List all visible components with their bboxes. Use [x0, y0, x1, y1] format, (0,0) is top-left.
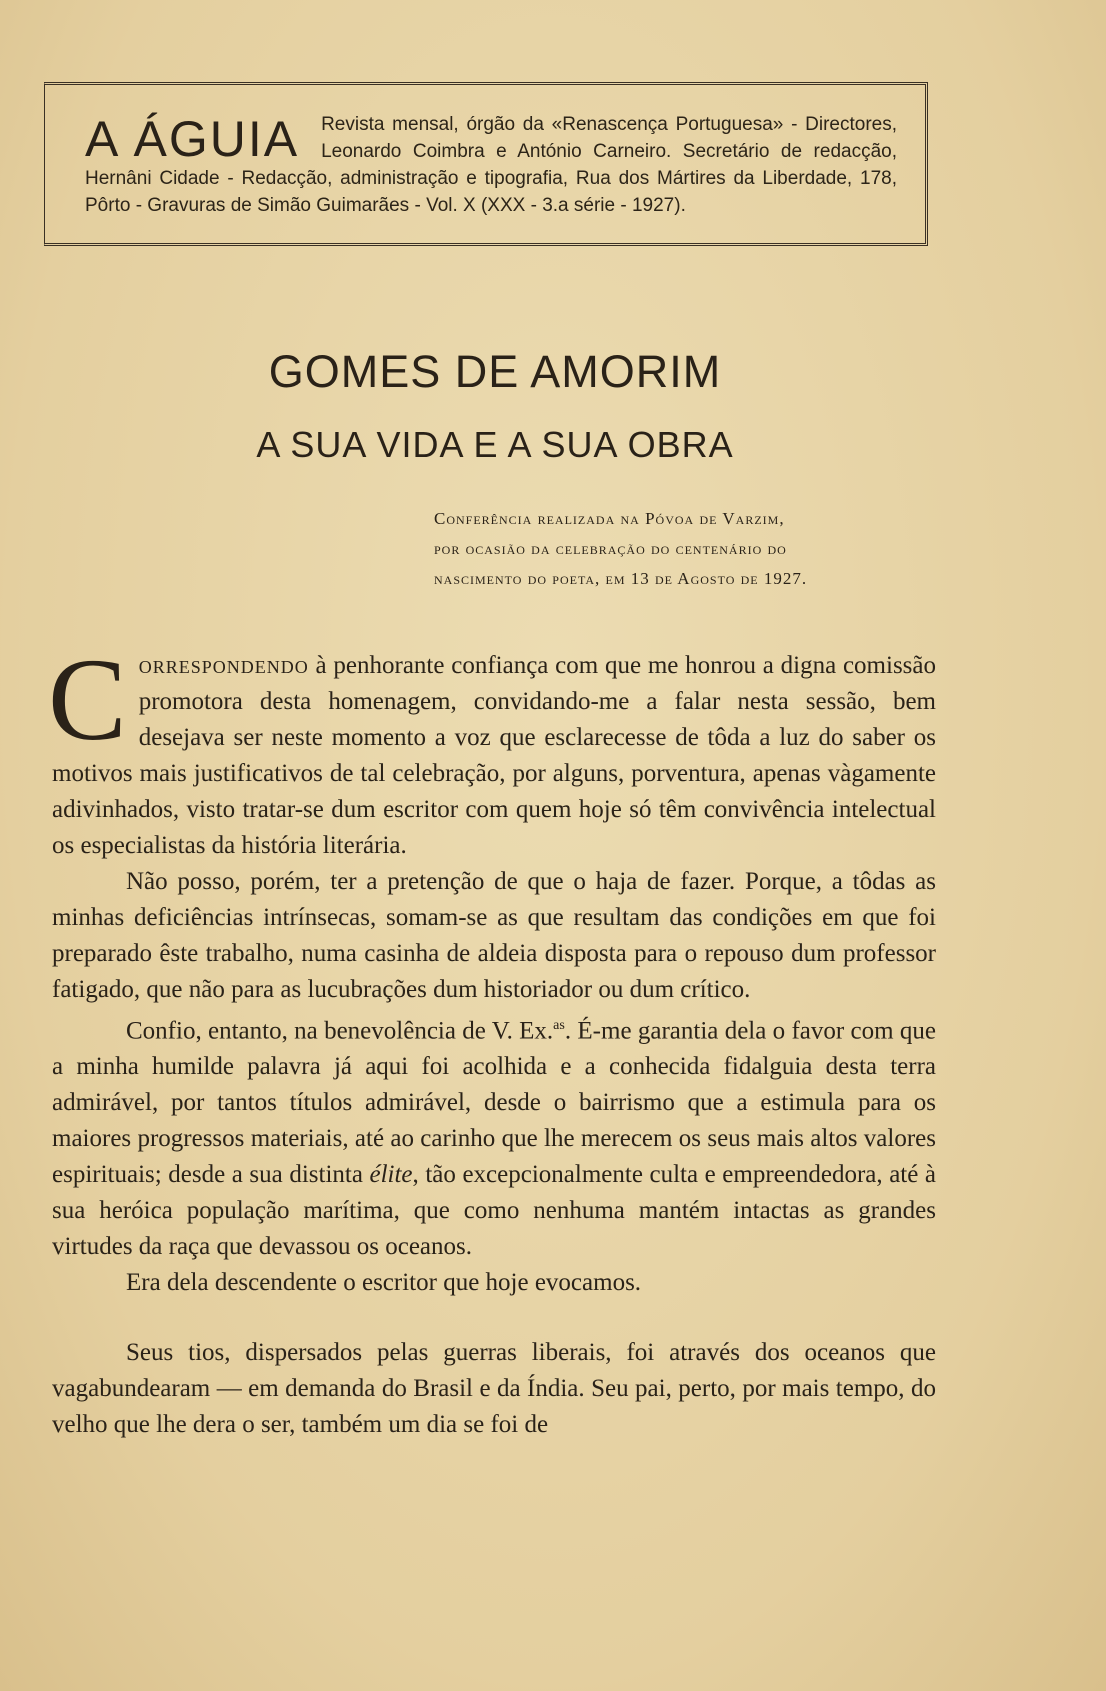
superscript: as — [553, 1018, 565, 1033]
conference-note — [434, 504, 934, 594]
masthead-description: Revista mensal, órgão da «Renascença Portuguesa» - Directores, Leonardo Coimbra e António Carneiro. Secretário de redacção, Hernâni Cidade - Redacção, administração e tipografia, Rua dos Mártires da Liberdade, 178, Pôrto - Gravuras de Simão Guimarães - Vol. X (XXX - 3.a série - 1927). — [85, 114, 897, 216]
article-body — [48, 634, 936, 1443]
paragraph-1 — [48, 634, 936, 864]
paragraph-3-part: , tão excepcionalmente culta e empreendedora, até à sua heróica população marítima, que como nenhuma mantém intactas as grandes virtudes da raça que devassou os oceanos. — [52, 1161, 936, 1261]
paragraph-3 — [52, 1008, 936, 1265]
masthead-text-block — [85, 111, 897, 219]
paragraph-1-text: à penhorante confiança com que me honrou a digna comissão promotora desta homenagem, convidando-me a falar nesta sessão, bem desejava ser neste momento a voz que esclarecesse de tôda a luz do saber os motivos mais justificativos de tal celebração, por alguns, porventura, apenas vàgamente adivinhados, visto tratar-se dum escritor com quem hoje só têm convivência intelectual os especialistas da história literária. — [52, 652, 936, 859]
paragraph-5: Seus tios, dispersados pelas guerras liberais, foi através dos oceanos que vagabundearam — em demanda do Brasil e da Índia. Seu pai, perto, por mais tempo, do velho que lhe dera o ser, também um dia se foi de — [52, 1339, 936, 1439]
paragraph-4: Era dela descendente o escritor que hoje evocamos. — [126, 1269, 642, 1297]
article-title: GOMES DE AMORIM — [268, 346, 722, 397]
magazine-title: A ÁGUIA — [85, 111, 300, 167]
italic-word: élite — [369, 1161, 413, 1189]
masthead-box — [44, 82, 928, 246]
drop-cap: C — [48, 634, 127, 765]
conference-note-line: nascimento do poeta, em 13 de Agosto de 1927. — [434, 569, 808, 588]
first-word: orrespondendo — [138, 652, 309, 679]
conference-note-line: por ocasião da celebração do centenário do — [434, 539, 787, 558]
paragraph-2: Não posso, porém, ter a pretenção de que o haja de fazer. Porque, a tôdas as minhas deficiências intrínsecas, somam-se as que resultam das condições em que foi preparado êste trabalho, numa casinha de aldeia disposta para o repouso dum professor fatigado, que não para as lucubrações dum historiador ou dum crítico. — [52, 868, 936, 1003]
article-subtitle: A SUA VIDA E A SUA OBRA — [256, 424, 734, 465]
paragraph-3-part: . É-me garantia dela o favor com que a minha humilde palavra já aqui foi acolhida e a conhecida fidalguia desta terra admirável, por tantos títulos admirável, desde o bairrismo que a estimula para os maiores progressos materiais, até ao carinho que lhe merecem os seus mais altos valores espirituais; desde a sua distinta — [52, 1017, 936, 1189]
paragraph-3-part: Confio, entanto, na benevolência de V. Ex. — [126, 1017, 554, 1045]
section-gap — [52, 1301, 936, 1335]
conference-note-line: Conferência realizada na Póvoa de Varzim, — [434, 509, 785, 528]
